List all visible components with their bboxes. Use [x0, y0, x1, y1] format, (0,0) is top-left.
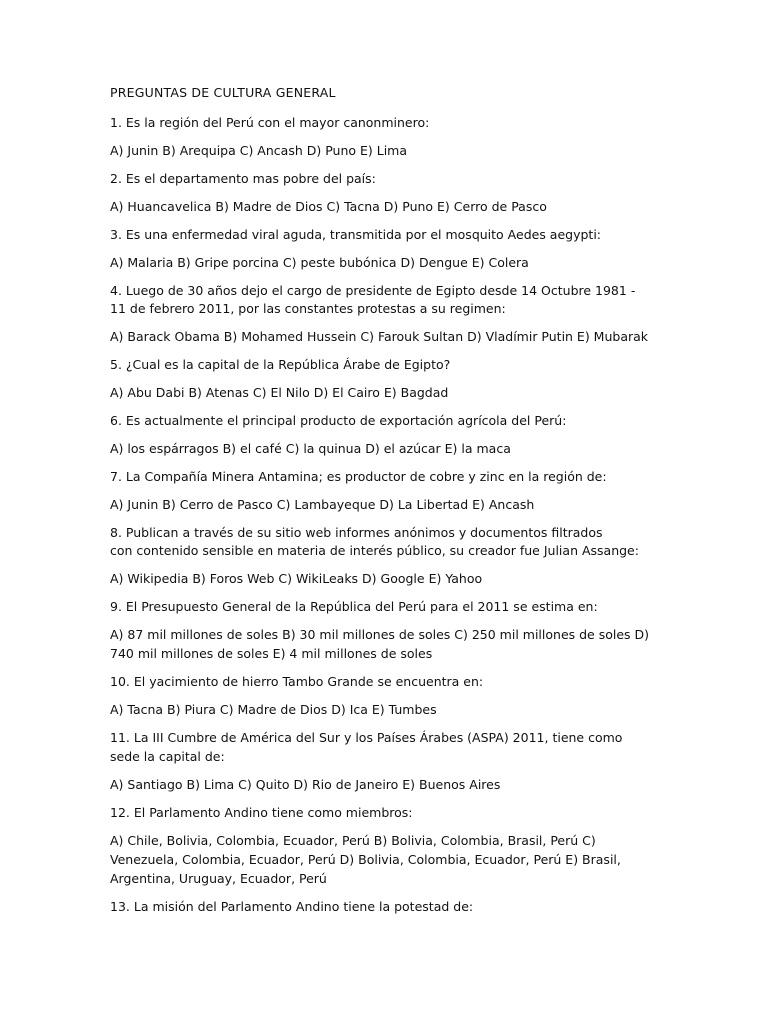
question-8-line-1: 8. Publican a través de su sitio web informes anónimos y documentos filtrados [110, 525, 603, 540]
question-4-line-2: 11 de febrero 2011, por las constantes protestas a su regimen: [110, 301, 506, 316]
answers-12-line-2: Venezuela, Colombia, Ecuador, Perú D) Bolivia, Colombia, Ecuador, Perú E) Brasil, [110, 852, 621, 867]
question-6: 6. Es actualmente el principal producto de exportación agrícola del Perú: [110, 413, 567, 428]
answers-12-line-3: Argentina, Uruguay, Ecuador, Perú [110, 871, 327, 886]
answers-12-line-1: A) Chile, Bolivia, Colombia, Ecuador, Perú B) Bolivia, Colombia, Brasil, Perú C) [110, 833, 596, 848]
answers-7: A) Junin B) Cerro de Pasco C) Lambayeque D) La Libertad E) Ancash [110, 497, 535, 512]
question-8-line-2: con contenido sensible en materia de interés público, su creador fue Julian Assange: [110, 543, 639, 558]
question-2: 2. Es el departamento mas pobre del país: [110, 171, 376, 186]
question-13: 13. La misión del Parlamento Andino tiene la potestad de: [110, 899, 474, 914]
answers-9-line-2: 740 mil millones de soles E) 4 mil millones de soles [110, 646, 433, 661]
answers-4: A) Barack Obama B) Mohamed Hussein C) Farouk Sultan D) Vladímir Putin E) Mubarak [110, 329, 649, 344]
question-7: 7. La Compañía Minera Antamina; es productor de cobre y zinc en la región de: [110, 469, 607, 484]
question-12: 12. El Parlamento Andino tiene como miembros: [110, 805, 413, 820]
question-3: 3. Es una enfermedad viral aguda, transmitida por el mosquito Aedes aegypti: [110, 227, 602, 242]
question-1: 1. Es la región del Perú con el mayor canonminero: [110, 115, 430, 130]
answers-1: A) Junin B) Arequipa C) Ancash D) Puno E) Lima [110, 143, 408, 158]
document-title: PREGUNTAS DE CULTURA GENERAL [110, 85, 336, 100]
answers-11: A) Santiago B) Lima C) Quito D) Rio de Janeiro E) Buenos Aires [110, 777, 501, 792]
answers-10: A) Tacna B) Piura C) Madre de Dios D) Ica E) Tumbes [110, 702, 437, 717]
question-9: 9. El Presupuesto General de la República del Perú para el 2011 se estima en: [110, 599, 598, 614]
question-4-line-1: 4. Luego de 30 años dejo el cargo de presidente de Egipto desde 14 Octubre 1981 - [110, 283, 636, 298]
answers-6: A) los espárragos B) el café C) la quinua D) el azúcar E) la maca [110, 441, 511, 456]
answers-3: A) Malaria B) Gripe porcina C) peste bubónica D) Dengue E) Colera [110, 255, 529, 270]
answers-5: A) Abu Dabi B) Atenas C) El Nilo D) El Cairo E) Bagdad [110, 385, 449, 400]
question-11-line-1: 11. La III Cumbre de América del Sur y los Países Árabes (ASPA) 2011, tiene como [110, 730, 623, 745]
question-11-line-2: sede la capital de: [110, 749, 225, 764]
answers-2: A) Huancavelica B) Madre de Dios C) Tacna D) Puno E) Cerro de Pasco [110, 199, 547, 214]
question-10: 10. El yacimiento de hierro Tambo Grande se encuentra en: [110, 674, 484, 689]
answers-9-line-1: A) 87 mil millones de soles B) 30 mil millones de soles C) 250 mil millones de soles D) [110, 627, 650, 642]
question-5: 5. ¿Cual es la capital de la República Árabe de Egipto? [110, 357, 451, 372]
answers-8: A) Wikipedia B) Foros Web C) WikiLeaks D) Google E) Yahoo [110, 571, 483, 586]
